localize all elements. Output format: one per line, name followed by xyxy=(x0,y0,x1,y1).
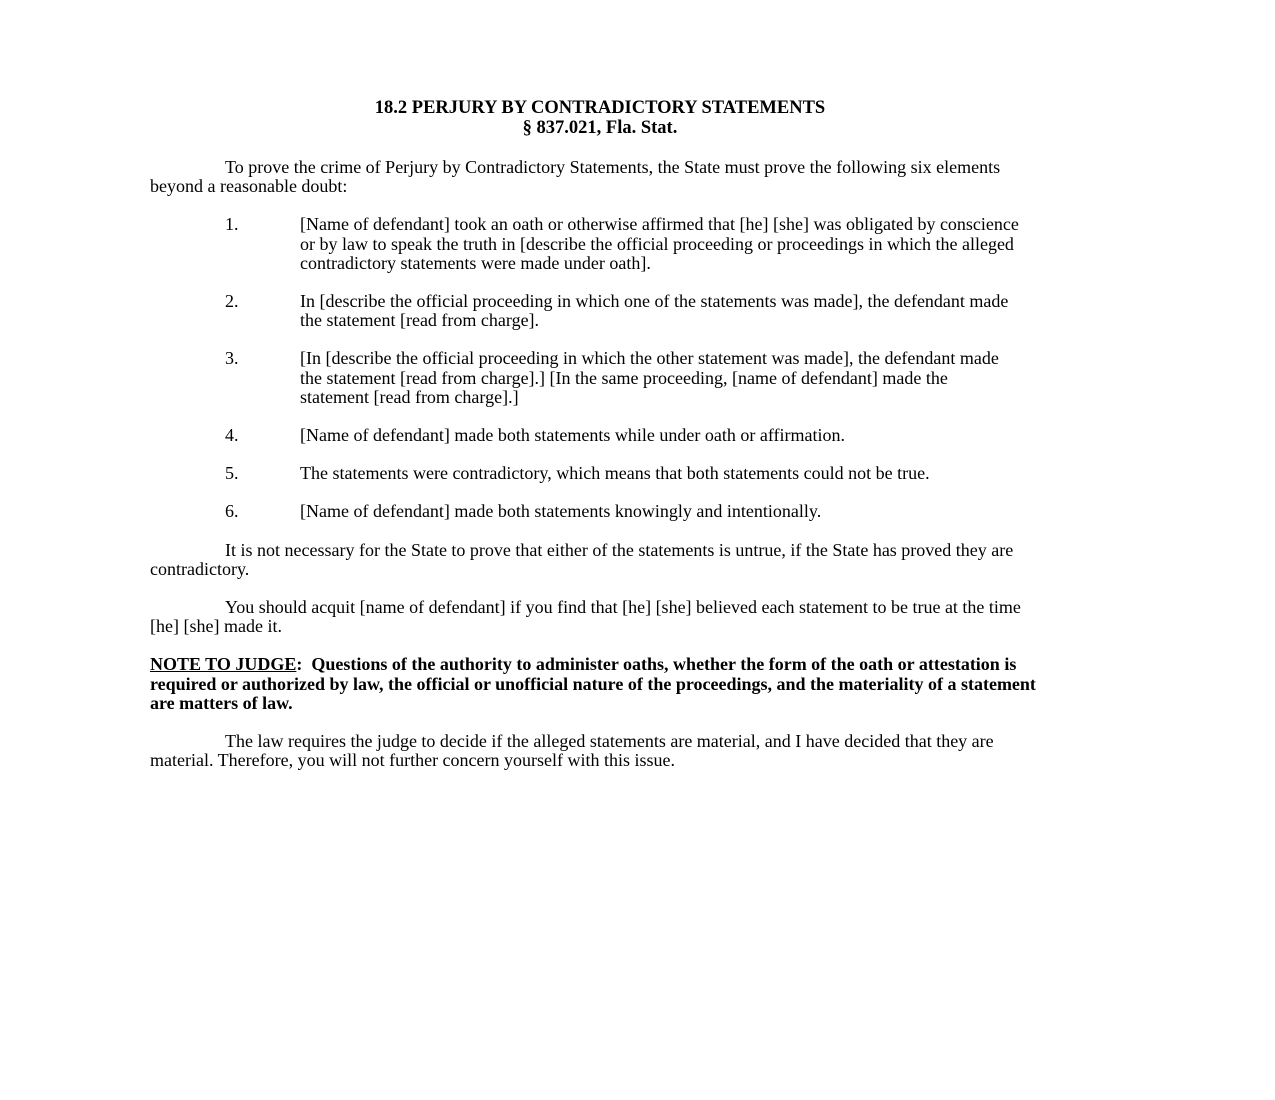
element-number: 2. xyxy=(225,291,239,312)
note-label: NOTE TO JUDGE xyxy=(150,654,297,675)
element-number: 3. xyxy=(225,348,239,369)
element-text: The statements were contradictory, which means that both statements could not be true. xyxy=(300,463,930,484)
element-item xyxy=(150,215,1050,273)
document-title xyxy=(150,99,1050,138)
element-text: [In [describe the official proceeding in which the other statement was made], the defendant made the statement [read from charge].] [In the same proceeding, [name of defendant] made the statement [read from charge].] xyxy=(300,348,999,407)
element-text: In [describe the official proceeding in which one of the statements was made], the defendant made the statement [read from charge]. xyxy=(300,291,1009,331)
title-line-2: § 837.021, Fla. Stat. xyxy=(522,117,678,138)
element-item xyxy=(150,349,1050,407)
element-text: [Name of defendant] made both statements knowingly and intentionally. xyxy=(300,501,822,522)
element-item xyxy=(150,464,1050,483)
title-line-1: 18.2 PERJURY BY CONTRADICTORY STATEMENTS xyxy=(374,98,826,118)
note-to-judge xyxy=(150,655,1050,713)
contradictory-paragraph: It is not necessary for the State to prove that either of the statements is untrue, if the State has proved they are contradictory. xyxy=(150,539,1014,579)
materiality-paragraph: The law requires the judge to decide if the alleged statements are material, and I have decided that they are material. Therefore, you will not further concern yourself with this issue. xyxy=(150,731,994,771)
elements-list xyxy=(150,215,1050,521)
element-number: 4. xyxy=(225,425,239,446)
note-colon: : xyxy=(296,654,303,675)
element-item xyxy=(150,426,1050,445)
intro-paragraph: To prove the crime of Perjury by Contradictory Statements, the State must prove the following six elements beyond a reasonable doubt: xyxy=(150,157,1001,197)
element-text: [Name of defendant] took an oath or otherwise affirmed that [he] [she] was obligated by conscience or by law to speak the truth in [describe the official proceeding or proceedings in which the alleged contradictory statements were made under oath]. xyxy=(300,214,1019,273)
element-number: 5. xyxy=(225,463,239,484)
element-text: [Name of defendant] made both statements while under oath or affirmation. xyxy=(300,425,845,446)
acquit-paragraph: You should acquit [name of defendant] if you find that [he] [she] believed each statement to be true at the time [he] [she] made it. xyxy=(150,597,1021,637)
element-item xyxy=(150,292,1050,330)
element-number: 6. xyxy=(225,501,239,522)
element-item xyxy=(150,502,1050,521)
document-page xyxy=(150,99,1050,770)
element-number: 1. xyxy=(225,214,239,235)
note-text: Questions of the authority to administer oaths, whether the form of the oath or attestation is required or authorized by law, the official or unofficial nature of the proceedings, and the materiality of a statement are matters of law. xyxy=(150,654,1036,713)
